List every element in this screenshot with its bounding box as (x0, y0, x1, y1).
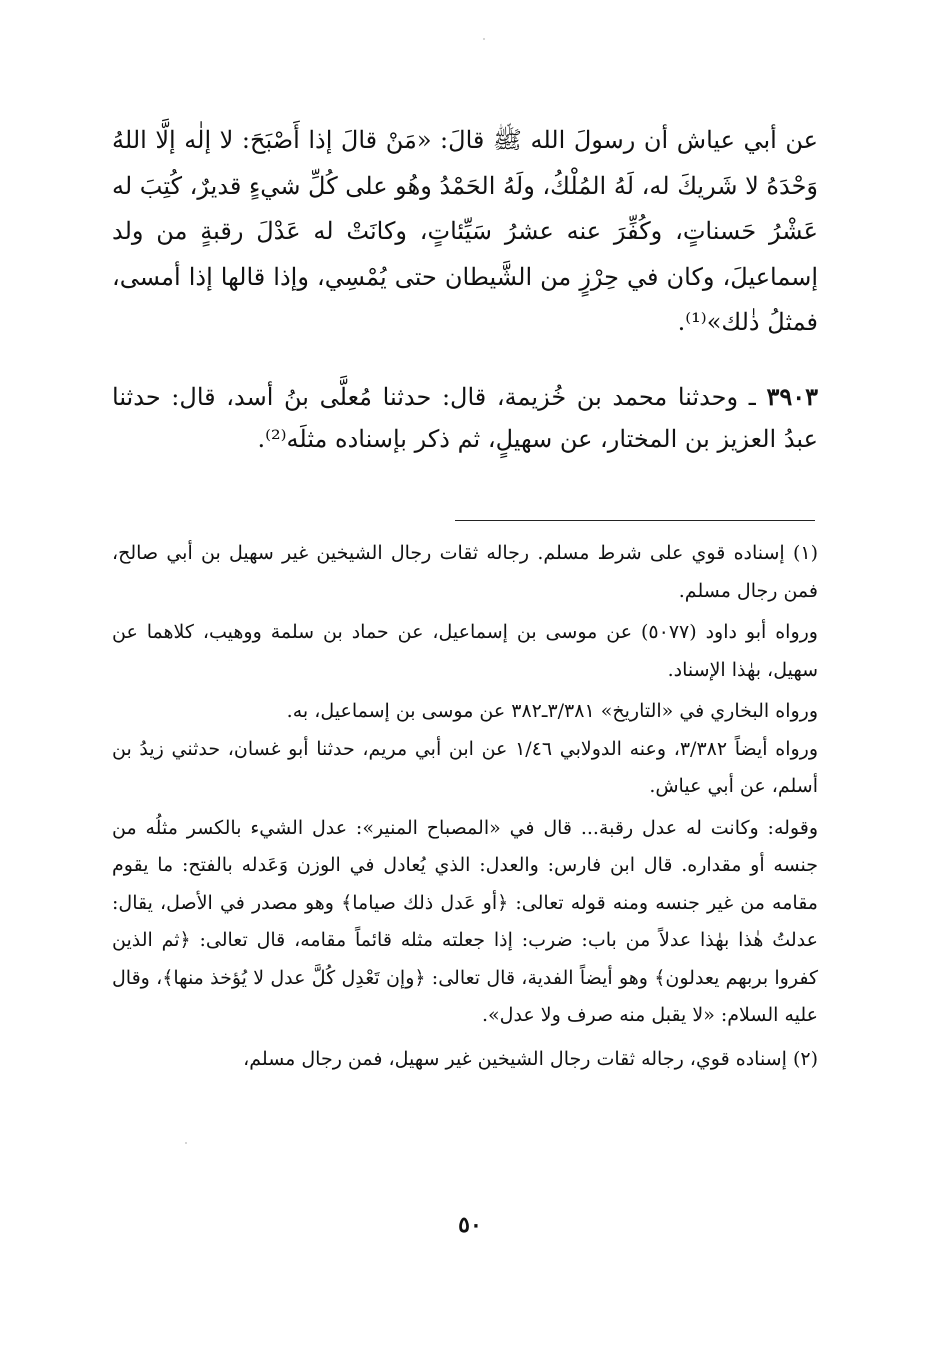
footnote-2-text: إسناده قوي، رجاله ثقات رجال الشيخين غير سهيل، فمن رجال مسلم، (243, 1047, 793, 1070)
page-number: ٥٠ (458, 1212, 482, 1238)
hadith-3903-paragraph (112, 376, 818, 460)
footnote-1-paragraph-4: ورواه أيضاً ٣/٣٨٢، وعنه الدولابي ١/٤٦ عن ابن أبي مريم، حدثنا أبو غسان، حدثني زيدُ بن أسلم، عن أبي عياش. (112, 737, 819, 797)
footnote-2 (112, 1041, 818, 1079)
footnote-1-paragraph-2: ورواه أبو داود (٥٠٧٧) عن موسى بن إسماعيل، عن حماد بن سلمة ووهيب، كلاهما عن سهيل، بهٰذا الإسناد. (112, 621, 818, 681)
hadith-text-paragraph: عن أبي عياش أن رسولَ الله ﷺ قالَ: «مَنْ قالَ إذا أَصْبَحَ: لا إلٰه إلَّا اللهُ وَحْدَهُ لا شَريكَ له، لَهُ المُلْكُ، ولَهُ الحَمْدُ وهُو على كُلِّ شيءٍ قديرٌ، كُتِبَ له عَشْرُ حَسناتٍ، وكُفِّرَ عنه عشرُ سَيِّئاتٍ، وكانَتْ له عَدْلَ رقبةٍ من ولد إسماعيلَ، وكان في حِرْزٍ من الشَّيطان حتى يُمْسِي، وإذا قالها إذا أمسى، فمثلُ ذٰلك»⁽¹⁾. (111, 126, 819, 336)
footnote-1-paragraph-5: وقوله: وكانت له عدل رقبة... قال في «المصباح المنير»: عدل الشيء بالكسر مثلُه من جنسه أو مقداره. قال ابن فارس: والعدل: الذي يُعادل في الوزن وَعَدله بالفتح: ما يقوم مقامه من غير جنسه ومنه قوله تعالى: ﴿أو عَدل ذلك صياما﴾ وهو مصدر في الأصل، يقال: عدلتُ هٰذا بهٰذا عدلاً من باب: ضرب: إذا جعلته مثله قائماً مقامه، قال تعالى: ﴿ثم الذين كفروا بربهم يعدلون﴾ وهو أيضاً الفدية، قال تعالى: ﴿وإن تَعْدِل كُلَّ عدل لا يُؤخذ منها﴾، وقال عليه السلام: «لا يقبل منه صرف ولا عدل». (112, 816, 818, 1026)
footnote-2-number: (٢) (792, 1047, 818, 1070)
footnote-1-paragraph-3: ورواه البخاري في «التاريخ» ٣/٣٨١ـ٣٨٢ عن موسى بن إسماعيل، به. (286, 700, 818, 722)
footnote-1-number: (١) (792, 542, 818, 564)
scan-speck (185, 1142, 187, 1144)
hadith-number: ٣٩٠٣ (766, 382, 818, 411)
hadith-3903-text: ـ وحدثنا محمد بن خُزيمة، قال: حدثنا مُعلَّى بنُ أسد، قال: حدثنا عبدُ العزيز بن المختار، عن سهيلٍ، ثم ذكر بإسناده مثلَه⁽²⁾. (112, 383, 818, 453)
footnotes-section (112, 535, 818, 1078)
footnote-1 (112, 535, 818, 610)
footnote-separator (455, 520, 815, 521)
scan-speck (483, 38, 485, 40)
footnote-1-text: إسناده قوي على شرط مسلم. رجاله ثقات رجال الشيخين غير سهيل بن أبي صالح، فمن رجال مسلم. (112, 542, 818, 602)
